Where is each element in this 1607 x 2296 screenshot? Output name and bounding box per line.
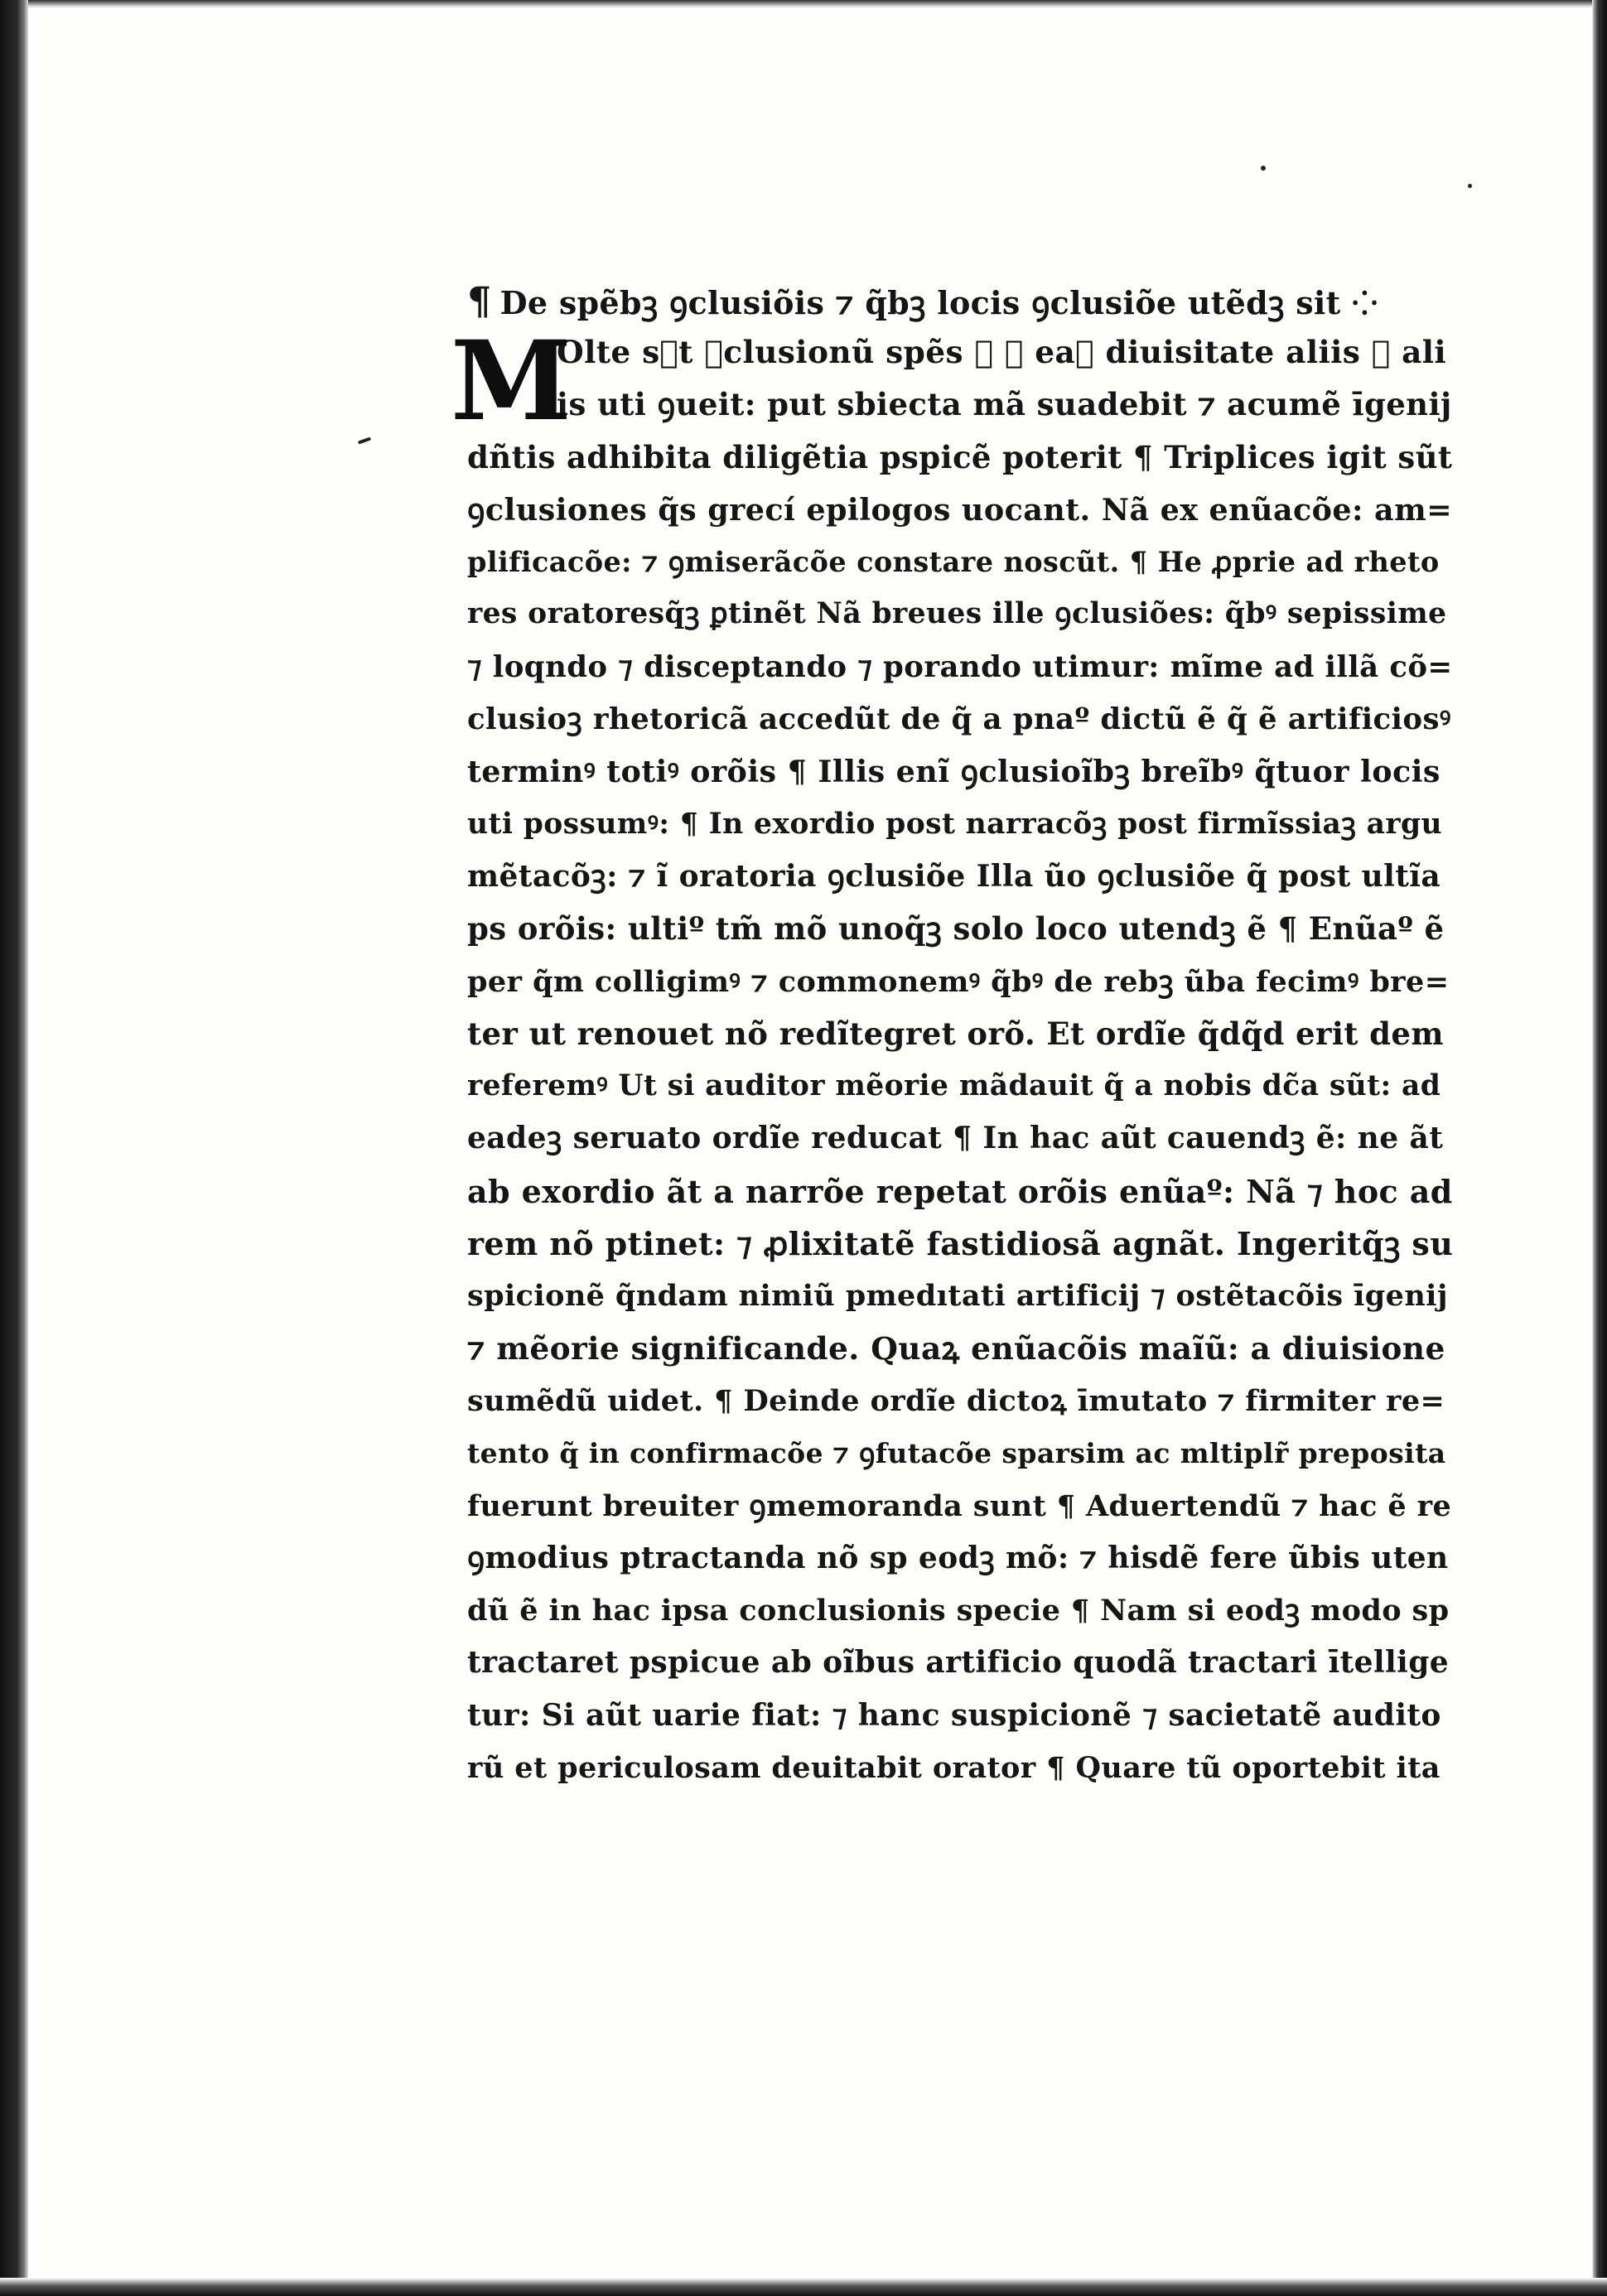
text-column — [451, 275, 1454, 1794]
heading-text: De spẽbꝫ ꝯclusiõis ⁊ q̃bꝫ locis ꝯclusiõe utẽdꝫ sit — [499, 284, 1341, 321]
text-line: ⁊ mẽorie significande. Quaꝝ enũacõis maĩũ: a diuisione — [467, 1329, 1445, 1367]
manuscript-page — [28, 8, 1592, 2278]
text-line: terminꝰ totiꝰ orõis ¶ Illis enĩ ꝯclusioĩbꝫ breĩbꝰ q̃tuor locis — [467, 754, 1441, 790]
decorated-initial: M — [451, 317, 572, 446]
text-line: ps orõis: ultiº tm̃ mõ unoq̃ꝫ solo loco utendꝫ ẽ ¶ Enũaº ẽ — [467, 910, 1445, 948]
text-line: referemꝰ Ut si auditor mẽorie mãdauit q̃ a nobis dc̃a sũt: ad — [467, 1069, 1441, 1103]
scan-edge-left — [0, 0, 28, 2296]
ink-speck — [1261, 166, 1266, 171]
text-line: res oratoresq̃ꝫ ꝑtinẽt Nã breues ille ꝯclusiões: q̃bꝰ sepissime — [467, 597, 1447, 631]
text-line: ab exordio ãt a narrõe repetat orõis enũaº: Nã ⁊ hoc ad — [467, 1172, 1453, 1210]
text-line: clusioꝫ rhetoricã accedũt de q̃ a pnaº dictũ ẽ q̃ ẽ artificiosꝰ — [467, 702, 1451, 737]
text-line: Olte sᷓt ꝯclusionũ spẽs ⁊ ꝓ eaꝝ diuisitate aliis ⁊ ali — [557, 334, 1447, 370]
text-line: eadeꝫ seruato ordĩe reducat ¶ In hac aũt cauendꝫ ẽ: ne ãt — [467, 1121, 1444, 1156]
text-line: dñtis adhibita diligẽtia pspicẽ poterit ¶ Triplices igit sũt — [467, 438, 1453, 475]
body-text — [451, 317, 1454, 1794]
text-line: spicionẽ q̃ndam nimiũ pmedıtati artificij ⁊ ostẽtacõis īgenij — [467, 1279, 1448, 1314]
scan-edge-top — [0, 0, 1607, 8]
text-line: dũ ẽ in hac ipsa conclusionis specie ¶ Nam si eodꝫ modo sp — [467, 1594, 1450, 1628]
ink-speck — [358, 437, 371, 444]
scan-edge-right — [1592, 0, 1607, 2296]
text-line: uti possumꝰ: ¶ In exordio post narracõꝫ post firmĩssiaꝫ argu — [467, 807, 1443, 841]
text-line: sumẽdũ uidet. ¶ Deinde ordĩe dictoꝝ īmutato ⁊ firmiter re= — [467, 1383, 1445, 1418]
text-line: ꝯmodius ptractanda nõ sp eodꝫ mõ: ⁊ hisdẽ fere ũbis uten — [467, 1540, 1449, 1575]
text-line: ⁊ loqndo ⁊ disceptando ⁊ porando utimur: mĩme ad illã cõ= — [467, 649, 1453, 684]
ink-speck — [1468, 184, 1472, 188]
heading-ornament: ⁘ — [1352, 284, 1378, 321]
text-line: is uti ꝯueit: put sbiecta mã suadebit ⁊ acumẽ īgenij — [557, 386, 1452, 423]
text-line: tur: Si aũt uarie fiat: ⁊ hanc suspicionẽ ⁊ sacietatẽ audito — [467, 1697, 1441, 1733]
paragraph-mark-icon: ¶ — [467, 278, 492, 323]
text-line: ꝯclusiones q̃s grecí epilogos uocant. Nã ex enũacõe: am= — [467, 491, 1453, 528]
text-line: mẽtacõꝫ: ⁊ ĩ oratoria ꝯclusiõe Illa ũo ꝯclusiõe q̃ post ultĩa — [467, 858, 1441, 894]
scan-edge-bottom — [0, 2278, 1607, 2296]
text-line: plificacõe: ⁊ ꝯmiserãcõe constare noscũt. ¶ He ꝓprie ad rheto — [467, 546, 1440, 579]
text-line: tento q̃ in confirmacõe ⁊ ꝯfutacõe sparsim ac mltiplr̃ preposita — [467, 1437, 1446, 1470]
text-line: fuerunt breuiter ꝯmemoranda sunt ¶ Aduertendũ ⁊ hac ẽ re — [467, 1488, 1452, 1523]
text-line: rũ et periculosam deuitabit orator ¶ Quare tũ oportebit ita — [467, 1751, 1441, 1786]
text-line: per q̃m colligimꝰ ⁊ commonemꝰ q̃bꝰ de rebꝫ ũba fecimꝰ bre= — [467, 964, 1450, 999]
text-line: tractaret pspicue ab oĩbus artificio quodã tractari ītellige — [467, 1645, 1450, 1681]
text-line: ter ut renouet nõ redĩtegret orõ. Et ordĩe q̃dq̃d erit dem — [467, 1015, 1444, 1052]
chapter-heading — [467, 275, 1453, 326]
text-line: rem nõ ptinet: ⁊ ꝓlixitatẽ fastidiosã agnãt. Ingeritq̃ꝫ su — [467, 1225, 1454, 1263]
